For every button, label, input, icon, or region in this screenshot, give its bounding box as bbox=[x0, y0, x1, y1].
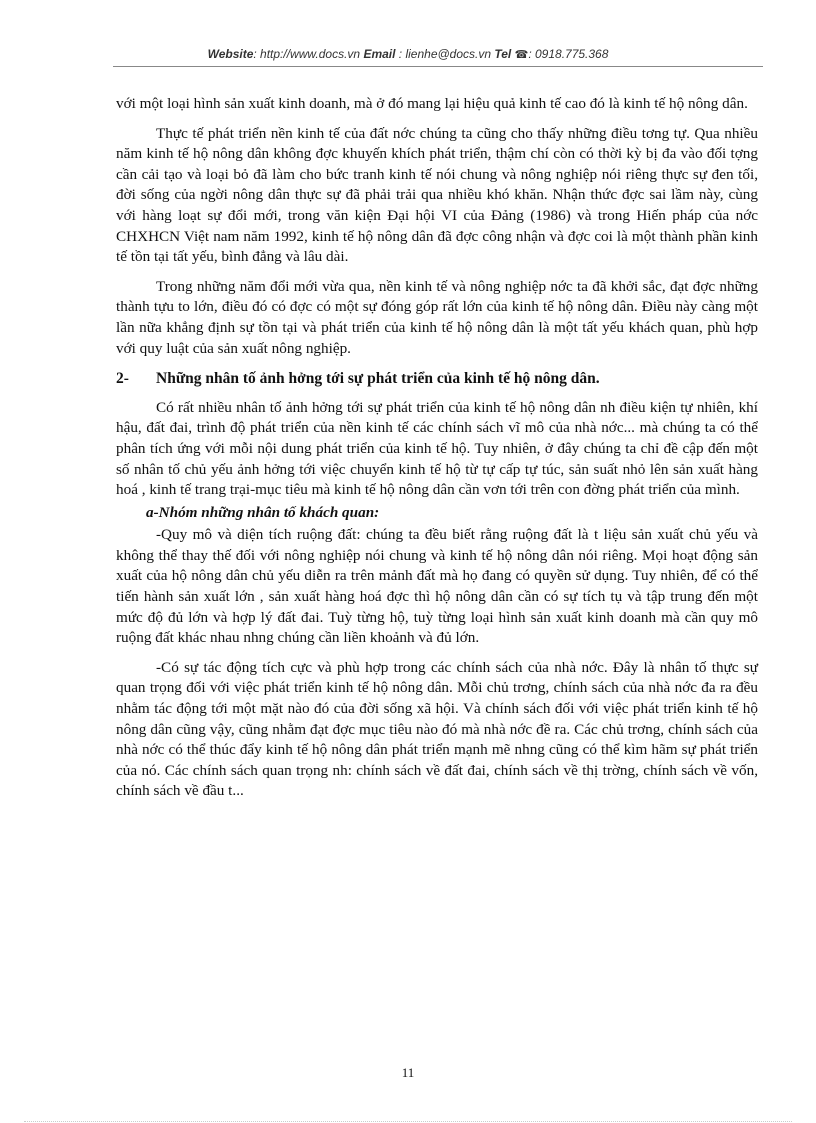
page-header bbox=[0, 47, 816, 61]
phone-icon: ☎ bbox=[514, 49, 529, 61]
paragraph-6: -Có sự tác động tích cực và phù hợp trong các chính sách của nhà nớc. Đây là nhân tố thực sự quan trọng đối với việc phát triển kinh tế hộ nông dân. Mỗi chủ trơng, chính sách của nhà nớc đa ra đều nhằm tác động tới một mặt nào đó của đời sống xã hội. Và chính sách đối với việc phát triển kinh tế hộ nông dân cũng vậy, cũng nhằm đạt đợc mục tiêu nào đó mà nhà nớc đề ra. Các chủ trơng, chính sách của nhà nớc có thể thúc đẩy kinh tế hộ nông dân phát triển mạnh mẽ nhng cũng có thể kìm hãm sự phát triển của nó. Các chính sách quan trọng nh: chính sách về đất đai, chính sách về thị trờng, chính sách về vốn, chính sách về đầu t... bbox=[116, 658, 758, 800]
section-title: Những nhân tố ảnh hởng tới sự phát triển của kinh tế hộ nông dân. bbox=[156, 370, 600, 388]
paragraph-5: -Quy mô và diện tích ruộng đất: chúng ta đều biết rằng ruộng đất là t liệu sản xuất chủ yếu và không thể thay thế đối với nông nghiệp nói chung và kinh tế hộ nông dân nói riêng. Mọi hoạt động sản xuất của hộ nông dân chủ yếu diễn ra trên mảnh đất mà họ đang có quyền sử dụng. Tuy nhiên, để có thể tiến hành sản xuất lớn , sản xuất hàng hoá đợc thì hộ nông dân cần có sự tích tụ và tập trung đến một mức độ đủ lớn và hợp lý đất đai. Tuỳ từng hộ, tuỳ từng loại hình sản xuất kinh doanh mà cần quy mô ruộng đất khác nhau nhng chúng cần liền khoảnh và đủ lớn. bbox=[116, 526, 758, 647]
document-body bbox=[116, 94, 758, 811]
paragraph-4: Có rất nhiều nhân tố ảnh hởng tới sự phát triển của kinh tế hộ nông dân nh điều kiện tự nhiên, khí hậu, đất đai, trình độ phát triển của nền kinh tế các chính sách vĩ mô của nhà nớc... mà chúng ta có thể phân tích ứng với mỗi nội dung phát triển của kinh tế hộ. Tuy nhiên, ở đây chúng ta chỉ đề cập đến một số nhân tố chủ yếu ảnh hởng tới việc chuyển kinh tế hộ từ tự cấp tự túc, sản suất nhỏ lên sản xuất hàng hoá , kinh tế trang trại-mục tiêu mà kinh tế hộ nông dân cần vơn tới trên con đờng phát triển của mình. bbox=[116, 398, 758, 499]
section-number: 2- bbox=[116, 370, 129, 388]
page-bottom-border bbox=[24, 1121, 792, 1122]
email-value: : lienhe@docs.vn bbox=[398, 47, 492, 61]
paragraph-2: Thực tế phát triển nền kinh tế của đất nớc chúng ta cũng cho thấy những điều tơng tự. Qua nhiều năm kinh tế hộ nông dân không đợc khuyến khích phát triển, thậm chí còn có thời kỳ bị đa vào đối tợng cần cải tạo và loại bỏ đã làm cho bức tranh kinh tế nói chung và nông nghiệp nói riêng thực sự đen tối, đời sống của ngời nông dân thực sự đã phải trải qua nhiều khó khăn. Nhận thức đợc sai lầm này, cùng với hàng loạt sự đổi mới, trong văn kiện Đại hội VI của Đảng (1986) và trong Hiến pháp của nớc CHXHCN Việt nam năm 1992, kinh tế hộ nông dân đã đợc công nhận và đợc coi là một thành phần kinh tế tồn tại tất yếu, bình đẳng và lâu dài. bbox=[116, 124, 758, 266]
website-value: : http://www.docs.vn bbox=[253, 47, 361, 61]
email-label: Email bbox=[363, 47, 396, 61]
website-label: Website bbox=[207, 47, 254, 61]
page-number: 11 bbox=[401, 1065, 415, 1080]
paragraph-3: Trong những năm đổi mới vừa qua, nền kinh tế và nông nghiệp nớc ta đã khởi sắc, đạt đợc những thành tựu to lớn, điều đó có đợc có một sự đóng góp rất lớn của kinh tế hộ nông dân. Điều này càng một lần nữa khẳng định sự tồn tại và phát triển của kinh tế hộ nông dân là một tất yếu khách quan, phù hợp với quy luật của sản xuất nông nghiệp. bbox=[116, 277, 758, 357]
paragraph-1: với một loại hình sản xuất kinh doanh, mà ở đó mang lại hiệu quả kinh tế cao đó là kinh tế hộ nông dân. bbox=[116, 95, 748, 112]
tel-label: Tel bbox=[494, 47, 512, 61]
tel-value: : 0918.775.368 bbox=[528, 47, 609, 61]
section-heading bbox=[116, 369, 758, 390]
header-divider bbox=[113, 66, 763, 67]
subsection-heading: a-Nhóm những nhân tố khách quan: bbox=[146, 503, 380, 521]
